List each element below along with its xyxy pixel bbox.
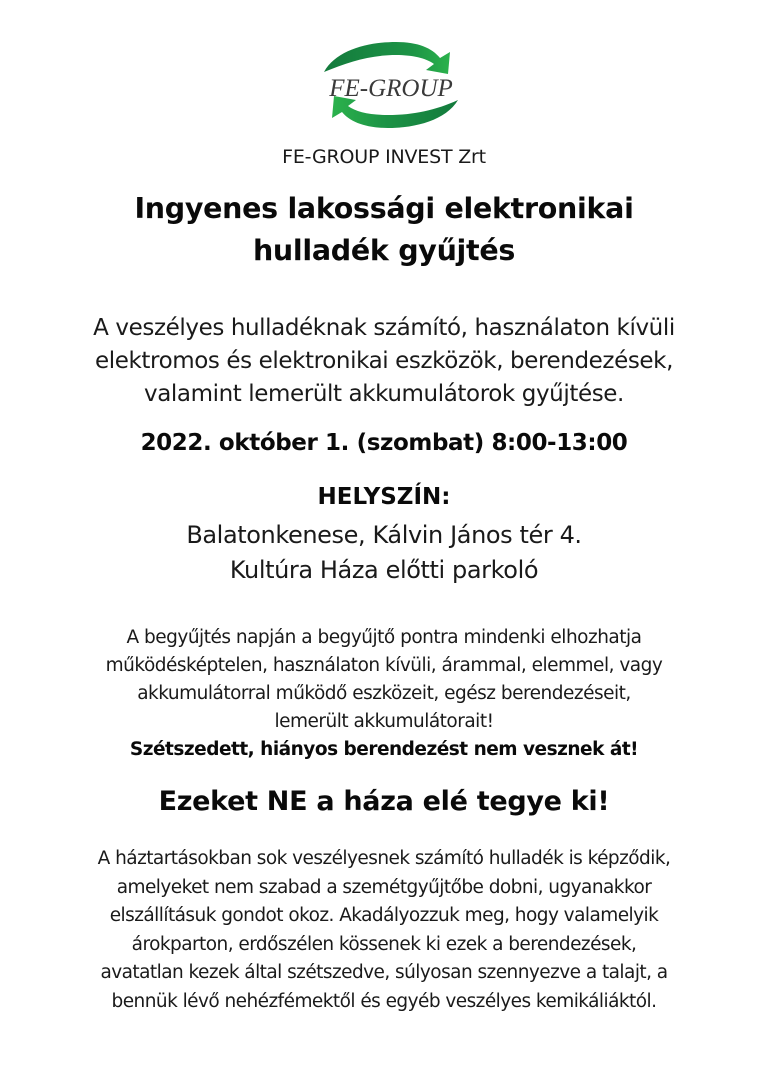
closing-line: bennük lévő nehézfémektől és egyéb veszélyes kemikáliáktól. xyxy=(111,990,657,1012)
logo-text: FE-GROUP xyxy=(329,75,453,102)
event-date: 2022. október 1. (szombat) 8:00-13:00 xyxy=(140,430,628,456)
title-line: hulladék gyűjtés xyxy=(252,234,516,267)
address-line: Kultúra Háza előtti parkoló xyxy=(229,556,539,584)
location-label: HELYSZÍN: xyxy=(317,484,451,510)
bold-note: Szétszedett, hiányos berendezést nem vesznek át! xyxy=(129,739,639,760)
intro-line: A veszélyes hulladéknak számító, használaton kívüli xyxy=(93,315,675,341)
info-line: A begyűjtés napján a begyűjtő pontra mindenki elhozhatja xyxy=(126,627,642,648)
closing-line: elszállításuk gondot okoz. Akadályozzuk meg, hogy valamelyik xyxy=(109,905,659,926)
intro-line: elektromos és elektronikai eszközök, berendezések, xyxy=(94,348,674,374)
info-line: akkumulátorral működő eszközeit, egész berendezéseit, xyxy=(137,683,631,704)
page-title xyxy=(0,188,768,272)
closing-line: avatatlan kezek által szétszedve, súlyosan szennyezve a talajt, a xyxy=(100,962,668,983)
info-line: lemerült akkumulátorait! xyxy=(274,711,494,732)
top-arrow-shape xyxy=(324,42,450,74)
location-address xyxy=(0,518,768,588)
intro-paragraph xyxy=(0,312,768,411)
closing-line: A háztartásokban sok veszélyesnek számító hulladék is képződik, xyxy=(97,848,671,869)
closing-line: amelyeket nem szabad a szemétgyűjtőbe dobni, ugyanakkor xyxy=(116,876,652,898)
closing-paragraph xyxy=(0,845,768,1016)
info-line: működésképtelen, használaton kívüli, árammal, elemmel, vagy xyxy=(105,655,663,676)
title-line: Ingyenes lakossági elektronikai xyxy=(134,192,634,225)
recycle-arrows-icon xyxy=(318,38,464,132)
address-line: Balatonkenese, Kálvin János tér 4. xyxy=(186,521,582,549)
intro-line: valamint lemerült akkumulátorok gyűjtése. xyxy=(144,381,624,407)
collection-info xyxy=(0,624,768,764)
closing-line: árokparton, erdőszélen kössenek ki ezek a berendezések, xyxy=(131,933,637,955)
company-name: FE-GROUP INVEST Zrt xyxy=(282,146,486,168)
fe-group-logo xyxy=(318,38,464,132)
warning-heading: Ezeket NE a háza elé tegye ki! xyxy=(158,786,610,817)
